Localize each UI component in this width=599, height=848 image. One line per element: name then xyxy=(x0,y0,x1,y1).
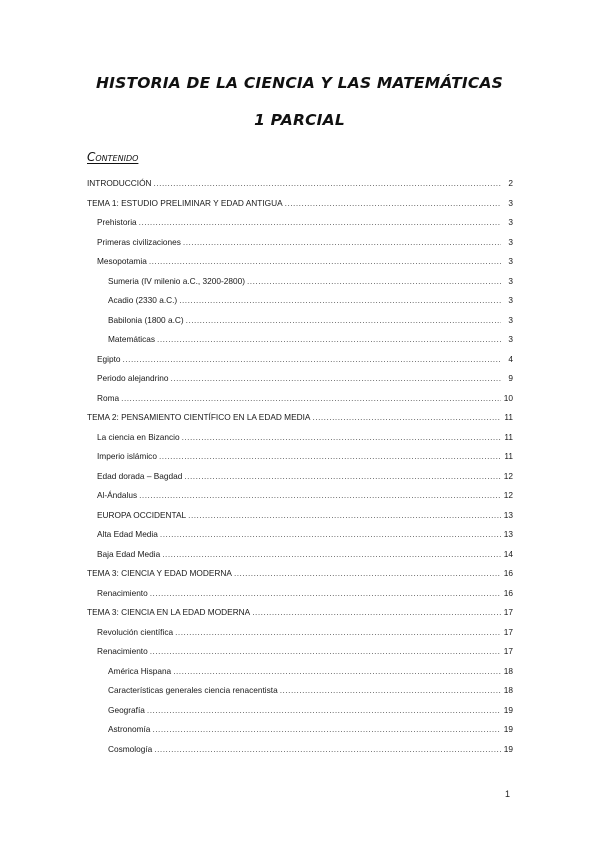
document-subtitle: 1 PARCIAL xyxy=(254,111,345,129)
toc-entry-page: 19 xyxy=(503,724,513,735)
toc-entry[interactable] xyxy=(87,528,513,548)
toc-entry-page: 17 xyxy=(503,626,513,637)
toc-dot-leader xyxy=(173,665,501,677)
toc-entry-label: Baja Edad Media xyxy=(97,548,161,559)
toc-entry[interactable] xyxy=(87,743,513,763)
toc-dot-leader xyxy=(247,275,501,287)
toc-entry-label: América Hispana xyxy=(108,665,172,676)
toc-entry[interactable] xyxy=(87,275,513,295)
toc-entry[interactable] xyxy=(87,509,513,529)
toc-entry-page: 13 xyxy=(503,529,513,540)
toc-entry-label: Matemáticas xyxy=(108,334,156,345)
toc-entry-page: 14 xyxy=(503,548,513,559)
toc-entry[interactable] xyxy=(87,216,513,236)
toc-entry-label: TEMA 2: PENSAMIENTO CIENTÍFICO EN LA EDAD MEDIA xyxy=(87,412,311,423)
toc-entry[interactable] xyxy=(87,333,513,353)
toc-entry[interactable] xyxy=(87,567,513,587)
document-title: HISTORIA DE LA CIENCIA Y LAS MATEMÁTICAS xyxy=(95,74,504,92)
toc-entry[interactable] xyxy=(87,372,513,392)
toc-entry-page: 9 xyxy=(508,373,513,384)
toc-entry-label: Primeras civilizaciones xyxy=(97,236,181,247)
toc-entry-label: Edad dorada – Bagdad xyxy=(97,470,183,481)
toc-dot-leader xyxy=(157,333,501,345)
toc-entry-page: 3 xyxy=(508,236,513,247)
toc-entry[interactable] xyxy=(87,548,513,568)
toc-entry[interactable] xyxy=(87,314,513,334)
toc-dot-leader xyxy=(160,528,501,540)
toc-entry[interactable] xyxy=(87,411,513,431)
toc-entry-page: 17 xyxy=(503,646,513,657)
toc-entry[interactable] xyxy=(87,450,513,470)
toc-entry-page: 3 xyxy=(508,197,513,208)
toc-entry-page: 3 xyxy=(508,256,513,267)
toc-entry[interactable] xyxy=(87,606,513,626)
toc-entry[interactable] xyxy=(87,470,513,490)
toc-dot-leader xyxy=(171,372,502,384)
toc-entry-label: Astronomía xyxy=(108,724,151,735)
toc-entry-page: 4 xyxy=(508,353,513,364)
toc-entry-page: 18 xyxy=(503,665,513,676)
toc-entry[interactable] xyxy=(87,489,513,509)
toc-entry-label: TEMA 1: ESTUDIO PRELIMINAR Y EDAD ANTIGUA xyxy=(87,197,283,208)
toc-entry-page: 12 xyxy=(503,490,513,501)
toc-dot-leader xyxy=(162,548,501,560)
toc-entry-label: Babilonia (1800 a.C) xyxy=(108,314,184,325)
toc-entry[interactable] xyxy=(87,645,513,665)
toc-entry-label: TEMA 3: CIENCIA Y EDAD MODERNA xyxy=(87,568,232,579)
toc-entry-page: 12 xyxy=(503,470,513,481)
toc-dot-leader xyxy=(150,645,501,657)
toc-dot-leader xyxy=(123,353,501,365)
toc-entry[interactable] xyxy=(87,255,513,275)
toc-dot-leader xyxy=(184,470,501,482)
toc-entry-label: Renacimiento xyxy=(97,646,148,657)
toc-dot-leader xyxy=(150,587,501,599)
toc-entry-page: 2 xyxy=(508,178,513,188)
toc-entry-page: 11 xyxy=(504,412,513,423)
toc-entry-page: 16 xyxy=(503,587,513,598)
toc-dot-leader xyxy=(139,489,501,501)
toc-entry[interactable] xyxy=(87,704,513,724)
toc-entry-label: Imperio islámico xyxy=(97,451,157,462)
toc-entry[interactable] xyxy=(87,177,513,197)
toc-dot-leader xyxy=(179,294,501,306)
toc-dot-leader xyxy=(121,392,501,404)
toc-dot-leader xyxy=(186,314,501,326)
toc-dot-leader xyxy=(285,197,501,209)
toc-entry[interactable] xyxy=(87,294,513,314)
toc-entry-page: 19 xyxy=(503,704,513,715)
toc-entry-label: Renacimiento xyxy=(97,587,148,598)
toc-entry-label: Revolución científica xyxy=(97,626,174,637)
toc-dot-leader xyxy=(312,411,501,423)
toc-entry-label: Al-Ándalus xyxy=(97,490,138,501)
toc-dot-leader xyxy=(175,626,501,638)
toc-dot-leader xyxy=(154,743,501,755)
toc-entry-page: 17 xyxy=(503,607,513,618)
toc-entry-page: 13 xyxy=(503,509,513,520)
toc-entry[interactable] xyxy=(87,587,513,607)
toc-entry-label: Roma xyxy=(97,392,120,403)
toc-dot-leader xyxy=(147,704,501,716)
toc-entry-page: 3 xyxy=(508,295,513,306)
toc-entry-page: 18 xyxy=(503,685,513,696)
table-of-contents xyxy=(87,177,513,762)
toc-entry[interactable] xyxy=(87,236,513,256)
toc-dot-leader xyxy=(188,509,501,521)
toc-entry-page: 10 xyxy=(503,392,513,403)
toc-entry-label: INTRODUCCIÓN xyxy=(87,178,152,188)
toc-entry-page: 3 xyxy=(508,217,513,228)
toc-entry-label: TEMA 3: CIENCIA EN LA EDAD MODERNA xyxy=(87,607,251,618)
toc-entry-page: 16 xyxy=(503,568,513,579)
toc-entry-label: Acadio (2330 a.C.) xyxy=(108,295,178,306)
toc-dot-leader xyxy=(139,216,501,228)
toc-entry-page: 11 xyxy=(504,451,513,462)
toc-entry-label: EUROPA OCCIDENTAL xyxy=(97,509,187,520)
toc-entry-page: 19 xyxy=(503,743,513,754)
toc-entry-page: 3 xyxy=(508,314,513,325)
toc-entry-page: 3 xyxy=(508,275,513,286)
page-number: 1 xyxy=(505,789,511,799)
toc-entry-label: Egipto xyxy=(97,353,121,364)
toc-entry-label: La ciencia en Bizancio xyxy=(97,431,180,442)
toc-entry-label: Periodo alejandrino xyxy=(97,373,169,384)
toc-entry[interactable] xyxy=(87,723,513,743)
toc-dot-leader xyxy=(252,606,501,618)
toc-entry-label: Características generales ciencia renacentista xyxy=(108,685,278,696)
toc-entry[interactable] xyxy=(87,684,513,704)
toc-entry[interactable] xyxy=(87,353,513,373)
toc-dot-leader xyxy=(159,450,501,462)
toc-entry[interactable] xyxy=(87,197,513,217)
toc-entry[interactable] xyxy=(87,626,513,646)
toc-dot-leader xyxy=(149,255,501,267)
toc-dot-leader xyxy=(152,723,501,735)
toc-entry-label: Alta Edad Media xyxy=(97,529,158,540)
toc-entry-label: Sumeria (IV milenio a.C., 3200-2800) xyxy=(108,275,245,286)
toc-entry[interactable] xyxy=(87,665,513,685)
toc-dot-leader xyxy=(234,567,501,579)
toc-entry[interactable] xyxy=(87,392,513,412)
toc-dot-leader xyxy=(182,431,501,443)
toc-entry[interactable] xyxy=(87,431,513,451)
toc-heading: Contenido xyxy=(87,150,139,164)
toc-entry-label: Mesopotamia xyxy=(97,256,147,267)
toc-dot-leader xyxy=(280,684,501,696)
toc-entry-page: 3 xyxy=(508,334,513,345)
toc-entry-page: 11 xyxy=(504,431,513,442)
toc-entry-label: Prehistoria xyxy=(97,217,137,228)
toc-entry-label: Cosmología xyxy=(108,743,153,754)
toc-dot-leader xyxy=(154,177,501,189)
toc-entry-label: Geografía xyxy=(108,704,145,715)
toc-dot-leader xyxy=(183,236,501,248)
